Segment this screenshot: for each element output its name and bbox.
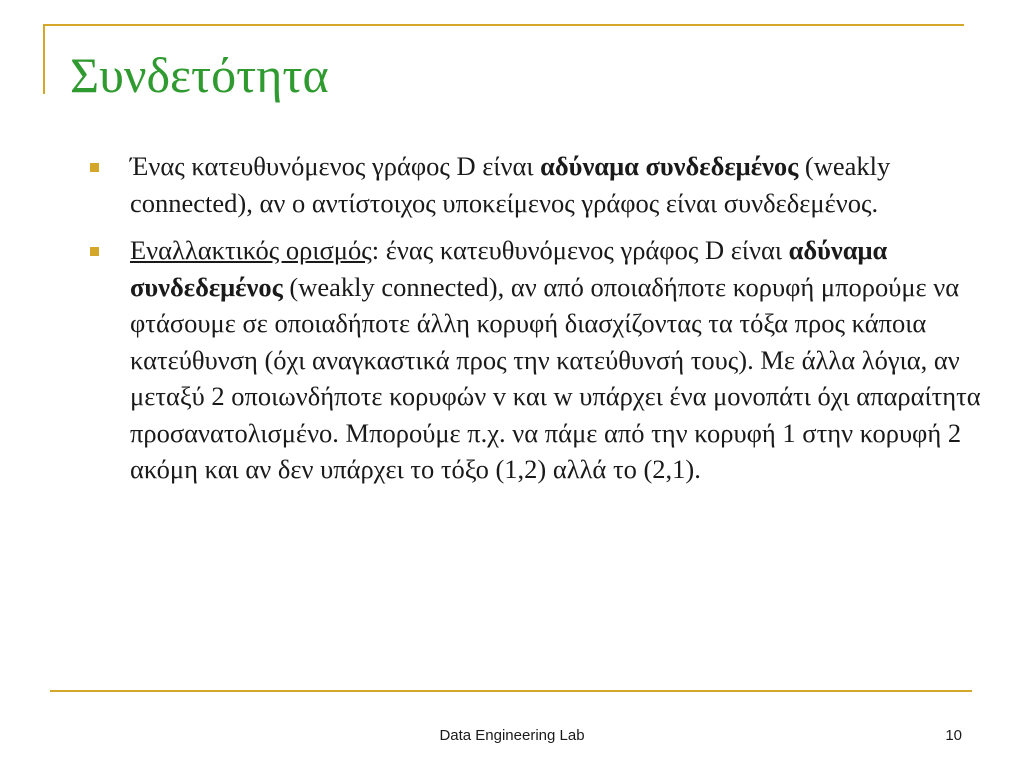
bullet-list [82,148,987,499]
bullet-text: : ένας κατευθυνόμενος γράφος D είναι [371,235,789,265]
footer-divider [50,690,972,692]
decorative-left-line [43,24,45,94]
bullet-text: Ένας κατευθυνόμενος γράφος D είναι [130,151,541,181]
footer-label: Data Engineering Lab [439,727,585,744]
slide-title: Συνδετότητα [70,47,329,103]
bullet-item-definition [82,148,987,221]
square-bullet-icon [90,163,99,172]
bullet-text: (weakly connected), αν από οποιαδήποτε κορυφή μπορούμε να φτάσουμε σε οποιαδήποτε άλλη κορυφή διασχίζοντας τα τόξα προς κάποια κατεύθυνση (όχι αναγκαστικά προς την κατεύθυνσή τους). Με άλλα λόγια, αν μεταξύ 2 οποιωνδήποτε κορυφών v και w υπάρχει ένα μονοπάτι όχι απαραίτητα προσανατολισμένο. Μπορούμε π.χ. να πάμε από την κορυφή 1 στην κορυφή 2 ακόμη και αν δεν υπάρχει το τόξο (1,2) αλλά το (2,1). [130,271,981,484]
bullet-item-alternative-definition [82,232,987,488]
bullet-text: (weakly connected), αν ο αντίστοιχος υποκείμενος γράφος είναι συνδεδεμένος. [130,151,891,218]
square-bullet-icon [90,247,99,256]
bullet-bold-term: αδύναμα συνδεδεμένος [130,235,888,302]
page-number: 10 [945,727,962,744]
bullet-bold-term: αδύναμα συνδεδεμένος [540,151,799,181]
bullet-underlined-term: Εναλλακτικός ορισμός [130,235,372,265]
decorative-top-line [44,24,964,26]
